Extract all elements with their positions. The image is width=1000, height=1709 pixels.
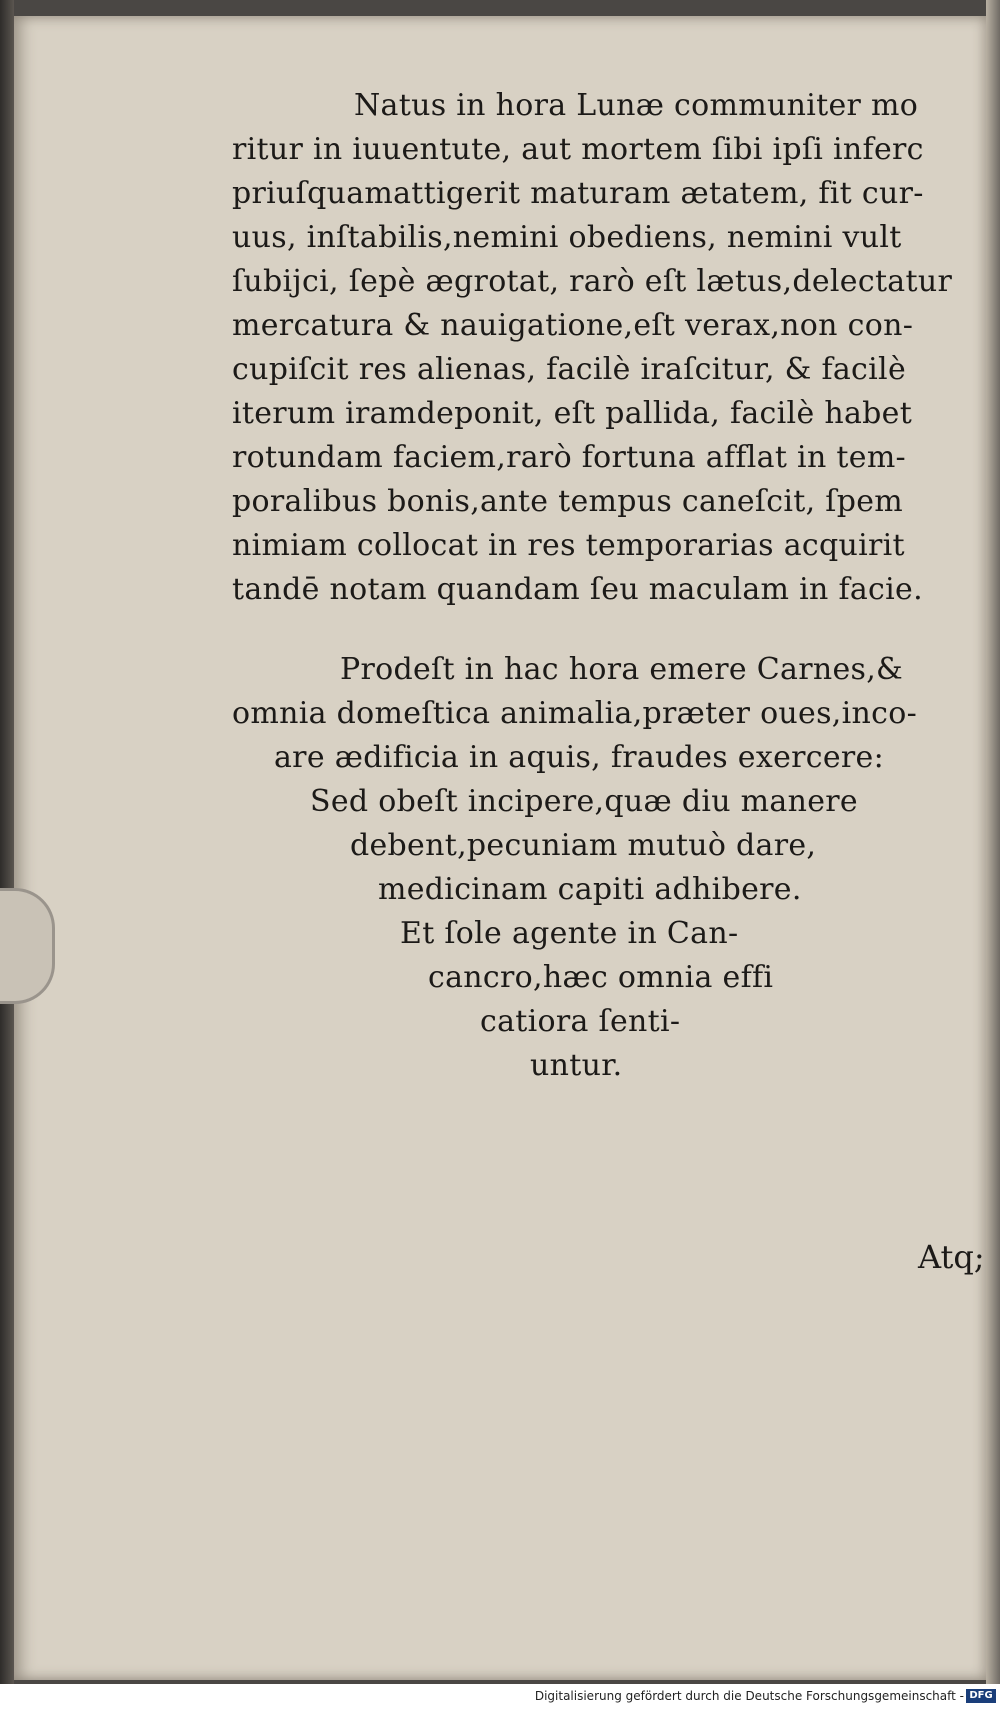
text-line: catiora ſenti- xyxy=(480,1004,681,1039)
text-line: nimiam collocat in res temporarias acquirit xyxy=(232,528,905,563)
text-line: debent,pecuniam mutuò dare, xyxy=(350,828,817,863)
text-line: are ædificia in aquis, fraudes exercere: xyxy=(274,740,885,775)
text-line: priuſquamattigerit maturam ætatem, fit cur- xyxy=(232,176,924,211)
text-line: Prodeſt in hac hora emere Carnes,& xyxy=(340,652,904,687)
footer-credit: Digitalisierung gefördert durch die Deutsche Forschungsgemeinschaft - xyxy=(534,1689,964,1703)
text-line: uus, inſtabilis,nemini obediens, nemini vult xyxy=(232,220,902,255)
text-line: mercatura & nauigatione,eſt verax,non con- xyxy=(232,308,914,343)
text-line: Et ſole agente in Can- xyxy=(400,916,739,951)
dfg-logo: DFG xyxy=(966,1689,996,1703)
book-edge-left xyxy=(0,0,14,1684)
text-line: tandē notam quandam ſeu maculam in facie. xyxy=(232,572,923,607)
text-line: cupiſcit res alienas, facilè iraſcitur, & facilè xyxy=(232,352,907,387)
text-line: medicinam capiti adhibere. xyxy=(378,872,802,907)
text-line: cancro,hæc omnia effi xyxy=(428,960,774,995)
text-line: iterum iramdeponit, eſt pallida, facilè habet xyxy=(232,396,913,431)
catchword: Atq; xyxy=(918,1238,985,1276)
text-line: ſubijci, ſepè ægrotat, rarò eſt lætus,delectatur xyxy=(232,264,953,299)
text-line: Natus in hora Lunæ communiter mo xyxy=(354,88,919,123)
main-text xyxy=(232,84,992,1088)
digitization-footer xyxy=(0,1684,1000,1709)
paragraph-1 xyxy=(232,84,992,612)
text-line: ritur in iuuentute, aut mortem ſibi ipſi inferc xyxy=(232,132,924,167)
text-line: rotundam faciem,rarò fortuna afflat in tem- xyxy=(232,440,906,475)
text-line: untur. xyxy=(530,1048,623,1083)
text-line: omnia domeſtica animalia,præter oues,inco- xyxy=(232,696,918,731)
text-line: poralibus bonis,ante tempus caneſcit, ſpem xyxy=(232,484,904,519)
page-clip xyxy=(0,888,55,1004)
text-line: Sed obeſt incipere,quæ diu manere xyxy=(310,784,858,819)
paragraph-2 xyxy=(232,648,992,1088)
